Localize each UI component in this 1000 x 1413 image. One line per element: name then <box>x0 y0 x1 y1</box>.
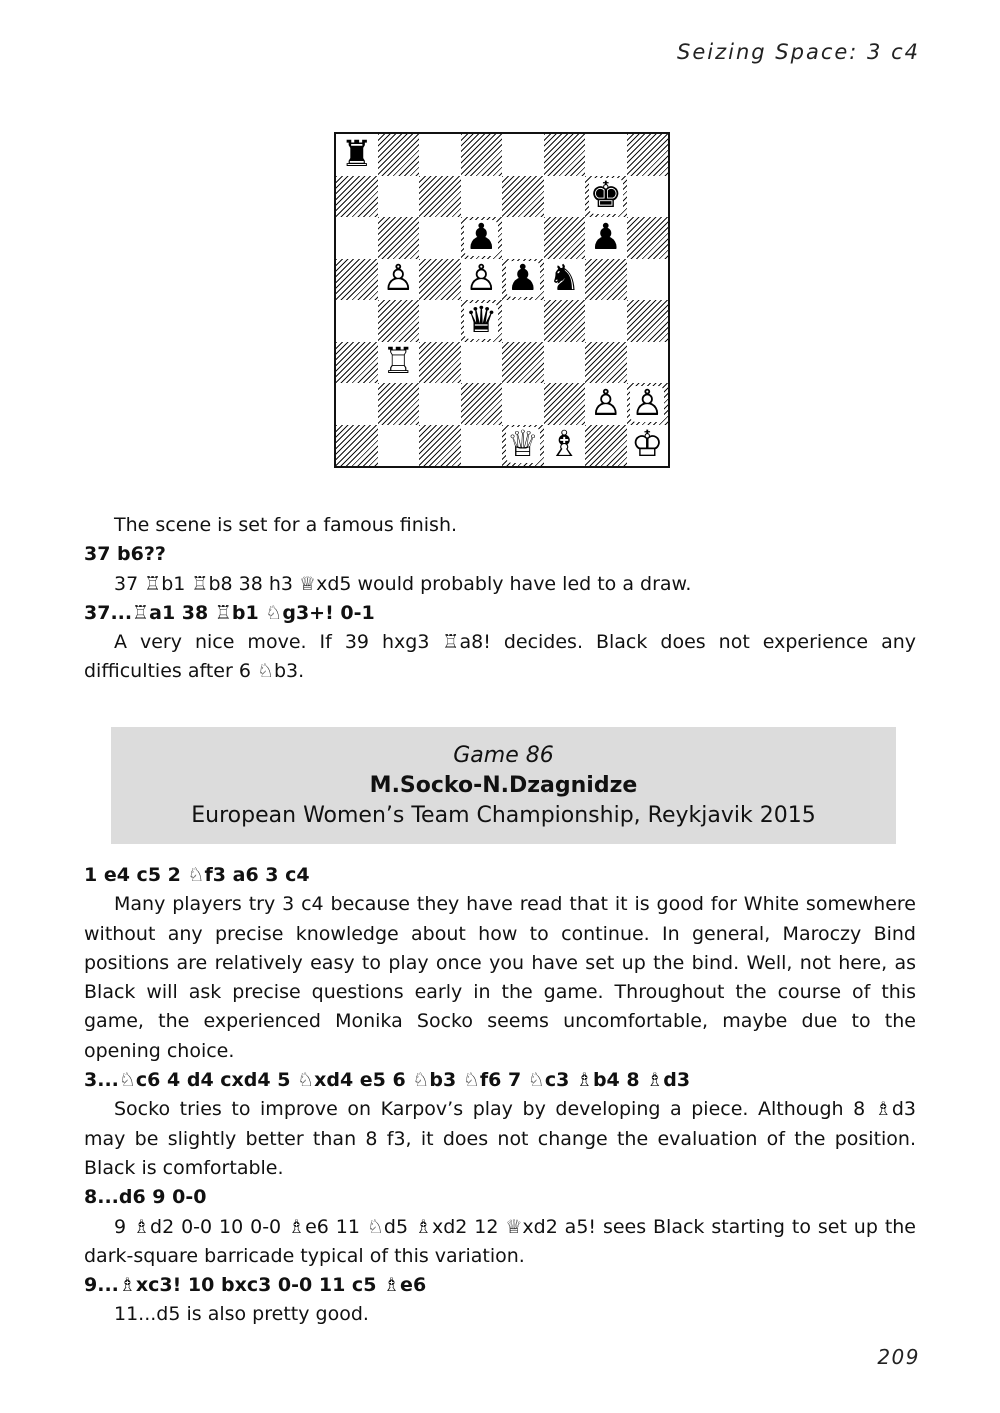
square-h8 <box>627 134 669 176</box>
white-king-icon: ♔ <box>631 424 664 466</box>
square-b3 <box>378 342 420 384</box>
square-g7 <box>585 176 627 218</box>
black-pawn-icon: ♟ <box>589 216 622 258</box>
square-a5 <box>336 259 378 301</box>
black-rook-icon: ♜ <box>340 133 373 175</box>
square-g2 <box>585 383 627 425</box>
square-f7 <box>544 176 586 218</box>
white-pawn-icon: ♙ <box>631 382 664 424</box>
paragraph: 11...d5 is also pretty good. <box>114 1303 369 1326</box>
paragraph: A very nice move. If 39 hxg3 ♖a8! decides. Black does not experience any difficulties after 6 ♘b3. <box>84 631 916 683</box>
white-bishop-icon: ♗ <box>548 424 581 466</box>
square-h1 <box>627 425 669 467</box>
commentary-block-1 <box>84 511 916 687</box>
square-a4 <box>336 300 378 342</box>
square-b5 <box>378 259 420 301</box>
square-e5 <box>502 259 544 301</box>
square-c3 <box>419 342 461 384</box>
chess-diagram <box>334 132 670 468</box>
move-line: 37 b6?? <box>84 543 166 566</box>
move-line: 9...♗xc3! 10 bxc3 0-0 11 c5 ♗e6 <box>84 1274 427 1297</box>
square-a6 <box>336 217 378 259</box>
square-f4 <box>544 300 586 342</box>
square-a3 <box>336 342 378 384</box>
page-number: 209 <box>877 1345 920 1369</box>
square-h5 <box>627 259 669 301</box>
square-b2 <box>378 383 420 425</box>
paragraph: Socko tries to improve on Karpov’s play by developing a piece. Although 8 ♗d3 may be slightly better than 8 f3, it does not change the evaluation of the position. Black is comfortable. <box>84 1098 916 1179</box>
game-players: M.Socko-N.Dzagnidze <box>369 773 638 798</box>
running-head: Seizing Space: 3 c4 <box>677 40 920 64</box>
square-g5 <box>585 259 627 301</box>
paragraph: The scene is set for a famous finish. <box>114 514 458 536</box>
square-b4 <box>378 300 420 342</box>
square-b7 <box>378 176 420 218</box>
commentary-block-2 <box>84 861 916 1330</box>
square-c8 <box>419 134 461 176</box>
move-line: 1 e4 c5 2 ♘f3 a6 3 c4 <box>84 864 310 886</box>
square-f5 <box>544 259 586 301</box>
black-knight-icon: ♞ <box>548 258 581 300</box>
square-g8 <box>585 134 627 176</box>
square-g4 <box>585 300 627 342</box>
square-e6 <box>502 217 544 259</box>
square-d6 <box>461 217 503 259</box>
square-d1 <box>461 425 503 467</box>
paragraph: 37 ♖b1 ♖b8 38 h3 ♕xd5 would probably have led to a draw. <box>114 572 692 595</box>
square-e2 <box>502 383 544 425</box>
square-f2 <box>544 383 586 425</box>
white-rook-icon: ♖ <box>382 341 415 383</box>
square-d2 <box>461 383 503 425</box>
square-b1 <box>378 425 420 467</box>
move-line: 37...♖a1 38 ♖b1 ♘g3+! 0-1 <box>84 601 375 624</box>
square-c7 <box>419 176 461 218</box>
move-line: 8...d6 9 0-0 <box>84 1186 207 1209</box>
square-d8 <box>461 134 503 176</box>
square-e8 <box>502 134 544 176</box>
square-g3 <box>585 342 627 384</box>
game-event: European Women’s Team Championship, Reykjavik 2015 <box>191 803 816 828</box>
square-a8 <box>336 134 378 176</box>
square-f8 <box>544 134 586 176</box>
white-pawn-icon: ♙ <box>465 258 498 300</box>
game-number: Game 86 <box>453 743 554 768</box>
square-c5 <box>419 259 461 301</box>
square-h3 <box>627 342 669 384</box>
paragraph: Many players try 3 c4 because they have read that it is good for White somewhere without any precise knowledge about how to continue. In general, Maroczy Bind positions are relatively easy to play once you have set up the bind. Well, not here, as Black will ask precise questions early in the game. Throughout the course of this game, the experienced Monika Socko seems uncomfortable, maybe due to the opening choice. <box>84 893 916 1062</box>
square-d7 <box>461 176 503 218</box>
square-e4 <box>502 300 544 342</box>
square-h4 <box>627 300 669 342</box>
square-e1 <box>502 425 544 467</box>
square-b8 <box>378 134 420 176</box>
black-pawn-icon: ♟ <box>465 216 498 258</box>
white-pawn-icon: ♙ <box>382 258 415 300</box>
white-pawn-icon: ♙ <box>589 382 622 424</box>
square-e3 <box>502 342 544 384</box>
square-f6 <box>544 217 586 259</box>
move-line: 3...♘c6 4 d4 cxd4 5 ♘xd4 e5 6 ♘b3 ♘f6 7 ♘c3 ♗b4 8 ♗d3 <box>84 1069 691 1092</box>
square-f3 <box>544 342 586 384</box>
square-a1 <box>336 425 378 467</box>
square-a7 <box>336 176 378 218</box>
paragraph: 9 ♗d2 0-0 10 0-0 ♗e6 11 ♘d5 ♗xd2 12 ♕xd2 a5! sees Black starting to set up the dark-square barricade typical of this variation. <box>84 1215 916 1267</box>
square-h2 <box>627 383 669 425</box>
square-f1 <box>544 425 586 467</box>
square-a2 <box>336 383 378 425</box>
square-g6 <box>585 217 627 259</box>
black-pawn-icon: ♟ <box>506 258 539 300</box>
square-e7 <box>502 176 544 218</box>
square-d5 <box>461 259 503 301</box>
square-c1 <box>419 425 461 467</box>
square-d3 <box>461 342 503 384</box>
square-c2 <box>419 383 461 425</box>
square-h7 <box>627 176 669 218</box>
square-b6 <box>378 217 420 259</box>
square-g1 <box>585 425 627 467</box>
black-queen-icon: ♛ <box>465 299 498 341</box>
square-d4 <box>461 300 503 342</box>
square-c4 <box>419 300 461 342</box>
white-queen-icon: ♕ <box>506 424 539 466</box>
square-h6 <box>627 217 669 259</box>
square-c6 <box>419 217 461 259</box>
game-header-box <box>111 727 896 844</box>
black-king-icon: ♚ <box>589 175 622 217</box>
